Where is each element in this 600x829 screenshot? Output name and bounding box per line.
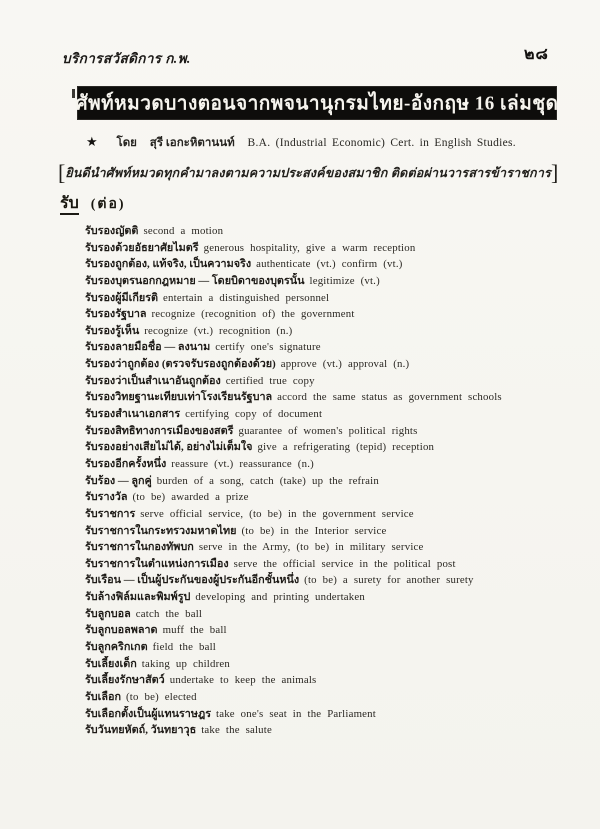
entry-thai-term: รับราชการในตำแหน่งการเมือง	[85, 557, 229, 570]
entry-english-translation: (to be) in the Interior service	[241, 524, 387, 537]
entry-thai-term: รับรองบุตรนอกกฎหมาย — โดยบิดาของบุตรนั้น	[85, 274, 305, 287]
entry-english-translation: catch the ball	[135, 607, 203, 620]
dictionary-entry	[85, 406, 565, 423]
dictionary-entry	[85, 622, 565, 639]
dictionary-entry	[85, 256, 565, 273]
dictionary-entry	[85, 689, 565, 706]
entry-thai-term: รับเลือก	[85, 690, 121, 703]
print-artifact-mark	[72, 89, 75, 98]
entry-english-translation: authenticate (vt.) confirm (vt.)	[256, 258, 403, 271]
entry-thai-term: รับรองผู้มีเกียรติ	[85, 291, 159, 304]
dictionary-entry	[85, 423, 565, 440]
article-title-banner	[75, 87, 559, 119]
entry-thai-term: รับรองญัตติ	[85, 225, 139, 237]
entry-thai-term: รับรองว่าเป็นสำเนาอันถูกต้อง	[85, 374, 221, 387]
entry-english-translation: (to be) elected	[125, 690, 197, 703]
dictionary-entry	[85, 389, 565, 406]
entry-english-translation: field the ball	[152, 641, 216, 654]
byline-by-label: โดย	[116, 137, 137, 149]
entry-thai-term: รับรองด้วยอัธยาศัยไมตรี	[85, 241, 199, 254]
entry-english-translation: reassure (vt.) reassurance (n.)	[171, 457, 314, 470]
dictionary-entry	[85, 273, 565, 290]
entry-english-translation: recognize (vt.) recognition (n.)	[144, 324, 293, 337]
dictionary-entry	[85, 356, 565, 373]
entry-english-translation: taking up children	[141, 657, 230, 670]
dictionary-entry	[85, 489, 565, 506]
dictionary-entry	[85, 556, 565, 573]
entry-thai-term: รับวันทยหัตถ์, วันทยาวุธ	[85, 724, 197, 737]
entry-english-translation: generous hospitality, give a warm reception	[203, 241, 416, 254]
star-icon: ★	[86, 134, 98, 149]
entry-thai-term: รับรองวิทยฐานะเทียบเท่าโรงเรียนรัฐบาล	[85, 391, 273, 404]
dictionary-entry	[85, 523, 565, 540]
entry-english-translation: (to be) a surety for another surety	[304, 574, 474, 587]
page-number: ๒๘	[524, 46, 549, 63]
entry-thai-term: รับเลี้ยงรักษาสัตว์	[85, 674, 165, 687]
entry-thai-term: รับรองถูกต้อง, แท้จริง, เป็นความจริง	[85, 258, 252, 271]
entry-thai-term: รับรองสิทธิทางการเมืองของสตรี	[85, 424, 234, 437]
entry-thai-term: รับลูกคริกเกต	[85, 641, 148, 654]
entry-english-translation: serve official service, (to be) in the government service	[140, 507, 414, 520]
dictionary-entry	[85, 639, 565, 656]
entry-thai-term: รับรองอีกครั้งหนึ่ง	[85, 457, 167, 470]
entry-english-translation: take the salute	[201, 724, 272, 737]
entry-thai-term: รับราชการในกองทัพบก	[85, 541, 194, 554]
dictionary-entry	[85, 672, 565, 689]
entry-thai-term: รับเรือน — เป็นผู้ประกันของผู้ประกันอีกชั้นหนึ่ง	[85, 574, 300, 587]
entry-english-translation: accord the same status as government schools	[277, 391, 502, 404]
entry-english-translation: serve in the Army, (to be) in military service	[198, 541, 424, 554]
entry-thai-term: รับรองสำเนาเอกสาร	[85, 408, 181, 421]
entry-english-translation: serve the official service in the political post	[233, 557, 456, 570]
entry-thai-term: รับล้างฟิล์มและพิมพ์รูป	[85, 591, 191, 604]
entry-english-translation: muff the ball	[162, 624, 227, 637]
entry-thai-term: รับร้อง — ลูกคู่	[85, 474, 152, 487]
entry-thai-term: รับลูกบอล	[85, 607, 131, 620]
entry-thai-term: รับรองรัฐบาล	[85, 308, 147, 321]
entry-english-translation: certify one's signature	[215, 341, 321, 354]
entry-thai-term: รับรองรู้เห็น	[85, 324, 140, 337]
entry-english-translation: entertain a distinguished personnel	[163, 291, 330, 304]
entry-english-translation: burden of a song, catch (take) up the refrain	[156, 474, 379, 487]
dictionary-entry	[85, 506, 565, 523]
entry-english-translation: give a refrigerating (tepid) reception	[257, 441, 435, 454]
dictionary-entry	[85, 439, 565, 456]
section-continuation: (ต่อ)	[90, 197, 126, 212]
entry-thai-term: รับรองลายมือชื่อ — ลงนาม	[85, 341, 211, 354]
bracket-open: [	[58, 160, 66, 185]
entry-english-translation: legitimize (vt.)	[309, 274, 380, 287]
entry-english-translation: certified true copy	[225, 374, 315, 387]
entry-english-translation: undertake to keep the animals	[169, 674, 317, 687]
bracket-close: ]	[550, 160, 559, 185]
entry-thai-term: รับรองว่าถูกต้อง (ตรวจรับรองถูกต้องด้วย)	[85, 358, 276, 371]
entry-thai-term: รับเลือกตั้งเป็นผู้แทนราษฎร	[85, 707, 211, 720]
entry-thai-term: รับราชการในกระทรวงมหาดไทย	[85, 524, 237, 537]
journal-title: บริการสวัสดิการ ก.พ.	[62, 51, 191, 66]
dictionary-entry	[85, 290, 565, 307]
entry-english-translation: certifying copy of document	[185, 408, 323, 421]
entry-english-translation: developing and printing undertaken	[195, 591, 365, 604]
dictionary-entry	[85, 223, 565, 240]
dictionary-entry	[85, 572, 565, 589]
dictionary-entry	[85, 373, 565, 390]
entry-english-translation: guarantee of women's political rights	[238, 424, 418, 437]
entry-thai-term: รับราชการ	[85, 507, 136, 520]
entry-thai-term: รับรองอย่างเสียไม่ได้, อย่างไม่เต็มใจ	[85, 441, 253, 454]
dictionary-entry	[85, 656, 565, 673]
entries-list	[85, 223, 565, 739]
dictionary-entry	[85, 606, 565, 623]
dictionary-entry	[85, 589, 565, 606]
article-title: ศัพท์หมวดบางตอนจากพจนานุกรมไทย-อังกฤษ 16 เล่มชุด	[75, 92, 559, 115]
dictionary-entry	[85, 240, 565, 257]
entry-thai-term: รับลูกบอลพลาด	[85, 624, 158, 637]
entry-thai-term: รับรางวัล	[85, 491, 128, 504]
entry-thai-term: รับเลี้ยงเด็ก	[85, 657, 137, 670]
dictionary-entry	[85, 706, 565, 723]
entry-english-translation: (to be) awarded a prize	[132, 491, 249, 504]
entry-english-translation: recognize (recognition of) the government	[151, 308, 355, 321]
dictionary-entry	[85, 539, 565, 556]
section-head	[60, 191, 126, 216]
byline	[86, 134, 556, 152]
entry-english-translation: take one's seat in the Parliament	[216, 707, 376, 720]
dictionary-entry	[85, 456, 565, 473]
entry-english-translation: approve (vt.) approval (n.)	[280, 358, 410, 371]
dictionary-entry	[85, 323, 565, 340]
membership-notice	[58, 160, 558, 186]
membership-notice-text: ยินดีนำศัพท์หมวดทุกคำมาลงตามความประสงค์ของสมาชิก ติดต่อผ่านวารสารข้าราชการ	[65, 166, 551, 180]
dictionary-entry	[85, 722, 565, 739]
author-name: สุรี เอกะหิตานนท์	[149, 137, 235, 149]
entry-english-translation: second a motion	[143, 225, 224, 237]
dictionary-entry	[85, 339, 565, 356]
section-headword: รับ	[60, 195, 79, 215]
author-credentials: B.A. (Industrial Economic) Cert. in English Studies.	[247, 137, 516, 149]
dictionary-entry	[85, 473, 565, 490]
dictionary-entry	[85, 306, 565, 323]
